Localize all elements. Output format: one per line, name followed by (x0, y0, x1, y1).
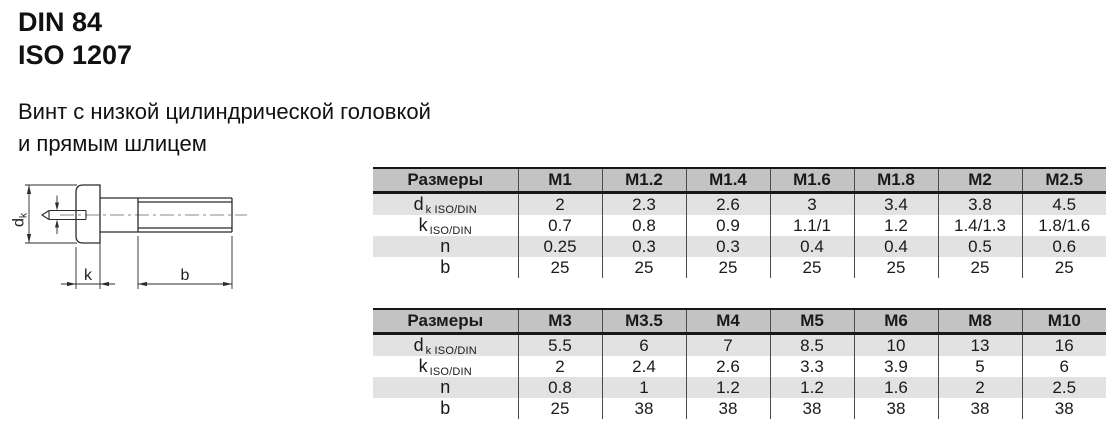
value-cell: 0.5 (938, 236, 1022, 257)
value-cell: 1.1/1 (770, 215, 854, 236)
value-cell: 25 (686, 257, 770, 278)
dimension-k (61, 236, 115, 289)
standard-title (18, 6, 132, 72)
value-cell: 4.5 (1022, 193, 1106, 216)
dimension-n-arrows (55, 196, 59, 235)
value-cell: 0.8 (518, 377, 602, 398)
value-cell: 2.4 (602, 356, 686, 377)
column-header: M1.2 (602, 168, 686, 193)
value-cell: 2.5 (1022, 377, 1106, 398)
value-cell: 13 (938, 334, 1022, 357)
value-cell: 5.5 (518, 334, 602, 357)
value-cell: 2.6 (686, 356, 770, 377)
description-line-1: Винт с низкой цилиндрической головкой (18, 99, 431, 124)
table-row (373, 334, 1106, 357)
value-cell: 0.6 (1022, 236, 1106, 257)
row-label: b (440, 257, 451, 277)
value-cell: 7 (686, 334, 770, 357)
column-header: M3 (518, 309, 602, 334)
value-cell: 3.4 (854, 193, 938, 216)
column-header: M6 (854, 309, 938, 334)
value-cell: 38 (854, 398, 938, 419)
value-cell: 0.25 (518, 236, 602, 257)
value-cell: 10 (854, 334, 938, 357)
value-cell: 2 (518, 193, 602, 216)
column-header: M2 (938, 168, 1022, 193)
k-dimension-label: k (84, 267, 92, 284)
table-row (373, 377, 1106, 398)
dimensions-table-m1-m2.5 (373, 167, 1106, 278)
row-label: k ISO/DIN (418, 356, 472, 378)
value-cell: 1.4/1.3 (938, 215, 1022, 236)
dimension-dk (25, 185, 77, 243)
value-cell: 25 (1022, 257, 1106, 278)
column-header: M8 (938, 309, 1022, 334)
value-cell: 1.2 (686, 377, 770, 398)
value-cell: 25 (518, 398, 602, 419)
value-cell: 0.3 (602, 236, 686, 257)
value-cell: 6 (1022, 356, 1106, 377)
value-cell: 2 (938, 377, 1022, 398)
column-header: Размеры (373, 168, 518, 193)
screw-outline (76, 185, 232, 243)
value-cell: 1.8/1.6 (1022, 215, 1106, 236)
description-line-2: и прямым шлицем (18, 131, 207, 156)
column-header: M1.4 (686, 168, 770, 193)
value-cell: 1.6 (854, 377, 938, 398)
table-row (373, 257, 1106, 278)
value-cell: 0.8 (602, 215, 686, 236)
value-cell: 1.2 (770, 377, 854, 398)
column-header: M3.5 (602, 309, 686, 334)
value-cell: 38 (686, 398, 770, 419)
row-label: d k ISO/DIN (413, 335, 477, 357)
value-cell: 3.3 (770, 356, 854, 377)
row-label: b (440, 398, 451, 418)
value-cell: 0.9 (686, 215, 770, 236)
value-cell: 3.8 (938, 193, 1022, 216)
dk-dimension-label: dk (10, 212, 30, 227)
table-row (373, 236, 1106, 257)
value-cell: 25 (770, 257, 854, 278)
row-label: k ISO/DIN (418, 215, 472, 237)
value-cell: 38 (770, 398, 854, 419)
column-header: M2.5 (1022, 168, 1106, 193)
value-cell: 38 (602, 398, 686, 419)
column-header: M10 (1022, 309, 1106, 334)
column-header: Размеры (373, 309, 518, 334)
value-cell: 5 (938, 356, 1022, 377)
table-row (373, 215, 1106, 236)
standard-din: DIN 84 (18, 7, 103, 37)
value-cell: 25 (938, 257, 1022, 278)
value-cell: 3 (770, 193, 854, 216)
value-cell: 1 (602, 377, 686, 398)
value-cell: 2.6 (686, 193, 770, 216)
dimensions-table-m3-m10 (373, 308, 1106, 419)
row-label: d k ISO/DIN (413, 194, 477, 216)
value-cell: 3.9 (854, 356, 938, 377)
value-cell: 8.5 (770, 334, 854, 357)
standard-iso: ISO 1207 (18, 40, 133, 70)
row-label: n (440, 377, 451, 397)
value-cell: 25 (518, 257, 602, 278)
column-header: M5 (770, 309, 854, 334)
table-header-row (373, 309, 1106, 334)
dimension-b (138, 236, 232, 289)
value-cell: 38 (1022, 398, 1106, 419)
value-cell: 25 (854, 257, 938, 278)
value-cell: 0.4 (854, 236, 938, 257)
value-cell: 38 (938, 398, 1022, 419)
table-header-row (373, 168, 1106, 193)
slot-profile (42, 211, 86, 220)
value-cell: 16 (1022, 334, 1106, 357)
value-cell: 1.2 (854, 215, 938, 236)
value-cell: 2.3 (602, 193, 686, 216)
b-dimension-label: b (180, 267, 190, 284)
value-cell: 6 (602, 334, 686, 357)
row-label: n (440, 236, 451, 256)
column-header: M1 (518, 168, 602, 193)
column-header: M1.6 (770, 168, 854, 193)
value-cell: 0.3 (686, 236, 770, 257)
value-cell: 0.4 (770, 236, 854, 257)
value-cell: 2 (518, 356, 602, 377)
product-description (18, 96, 431, 160)
table-row (373, 398, 1106, 419)
table-row (373, 193, 1106, 216)
column-header: M1.8 (854, 168, 938, 193)
column-header: M4 (686, 309, 770, 334)
value-cell: 0.7 (518, 215, 602, 236)
value-cell: 25 (602, 257, 686, 278)
table-row (373, 356, 1106, 377)
